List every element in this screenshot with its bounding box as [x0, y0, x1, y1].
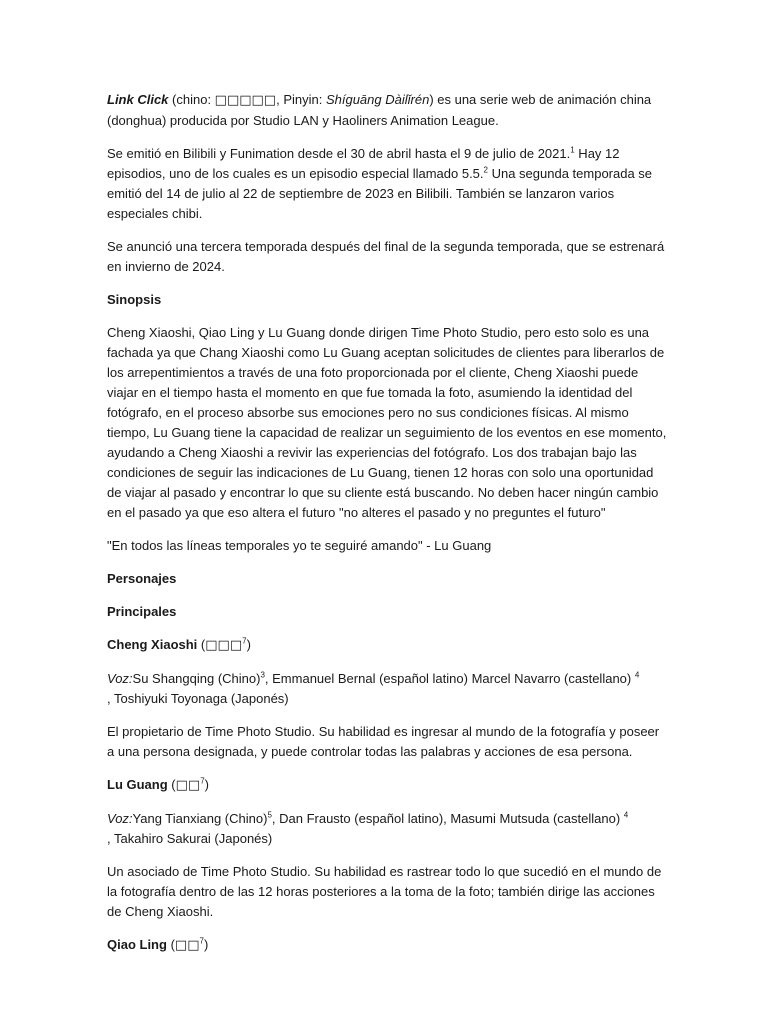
- broadcast-paragraph: Se emitió en Bilibili y Funimation desde el 30 de abril hasta el 9 de julio de 2021.$^1$ Hay 12 episodios, uno de los cuales es un episodio especial llamado 5.5.$^2$ Una segunda temporada se emitió del 14 de julio al 22 de septiembre de 2023 en Bilibili. También se lanzaron varios especiales chibi.: [107, 145, 653, 221]
- synopsis-quote: "En todos las líneas temporales yo te seguiré amando" - Lu Guang: [107, 538, 492, 553]
- third-season-paragraph: Se anunció una tercera temporada después del final de la segunda temporada, que se estrenará en invierno de 2024.: [107, 239, 665, 274]
- footnote-ref[interactable]: 7: [199, 936, 204, 946]
- chinese-name: □□□□□: [214, 93, 277, 108]
- synopsis-paragraph: Cheng Xiaoshi, Qiao Ling y Lu Guang donde dirigen Time Photo Studio, pero esto solo es una fachada ya que Chang Xiaoshi como Lu Guang aceptan solicitudes de clientes para liberarlos de los arrepentimientos a través de una foto proporcionada por el cliente, Cheng Xiaoshi puede viajar en el tiempo hasta el momento en que fue tomada la foto, asumiendo la identidad del fotógrafo, en el proceso absorbe sus emociones pero no sus condiciones físicas. Al mismo tiempo, Lu Guang tiene la capacidad de realizar un seguimiento de los eventos en ese momento, ayudando a Cheng Xiaoshi a revivir las experiencias del fotógrafo. Los dos trabajan bajo las condiciones de seguir las indicaciones de Lu Guang, tienen 12 horas con solo una oportunidad de viajar al pasado y encontrar lo que su cliente está buscando. No deben hacer ningún cambio en el pasado ya que eso altera el futuro "no alteres el pasado y no preguntes el futuro": [107, 325, 667, 520]
- character-heading-qiao: Qiao Ling (□□$^7$): [107, 936, 209, 953]
- footnote-ref[interactable]: 1: [570, 145, 575, 155]
- intro-paragraph: Link Click (chino: □□□□□, Pinyin: Shíguāng Dàilǐrén) es una serie web de animación china (donghua) producida por Studio LAN y Haoliners Animation League.: [107, 92, 652, 128]
- footnote-ref[interactable]: 2: [483, 165, 488, 175]
- footnote-ref[interactable]: 7: [200, 776, 205, 786]
- pinyin-name: Shíguāng Dàilǐrén: [325, 92, 430, 107]
- footnote-ref[interactable]: 5: [267, 810, 272, 820]
- main-characters-subheading: Principales: [107, 604, 177, 619]
- description-lu: Un asociado de Time Photo Studio. Su habilidad es rastrear todo lo que sucedió en el mundo de la fotografía dentro de las 12 horas posteriores a la toma de la foto; también dirige las acciones de Cheng Xiaoshi.: [107, 864, 662, 919]
- footnote-ref[interactable]: 4: [634, 670, 640, 680]
- footnote-ref[interactable]: 4: [623, 810, 629, 820]
- character-heading-lu: Lu Guang (□□$^7$): [107, 776, 209, 793]
- synopsis-heading: Sinopsis: [107, 292, 162, 307]
- voice-cast-cheng: Voz:Su Shangqing (Chino)$^3$, Emmanuel Bernal (español latino) Marcel Navarro (castellano) $^4$ , Toshiyuki Toyonaga (Japonés): [107, 670, 640, 706]
- description-cheng: El propietario de Time Photo Studio. Su habilidad es ingresar al mundo de la fotografía y poseer a una persona designada, y puede controlar todas las palabras y acciones de esa persona.: [107, 724, 660, 759]
- footnote-ref[interactable]: 3: [260, 670, 265, 680]
- series-title: Link Click: [107, 92, 169, 107]
- footnote-ref[interactable]: 7: [242, 636, 247, 646]
- character-heading-cheng: Cheng Xiaoshi (□□□$^7$): [107, 636, 251, 653]
- document-body: [107, 90, 667, 969]
- characters-heading: Personajes: [107, 571, 177, 586]
- voice-cast-lu: Voz:Yang Tianxiang (Chino)$^5$, Dan Frausto (español latino), Masumi Mutsuda (castellano) $^4$ , Takahiro Sakurai (Japonés): [107, 810, 629, 846]
